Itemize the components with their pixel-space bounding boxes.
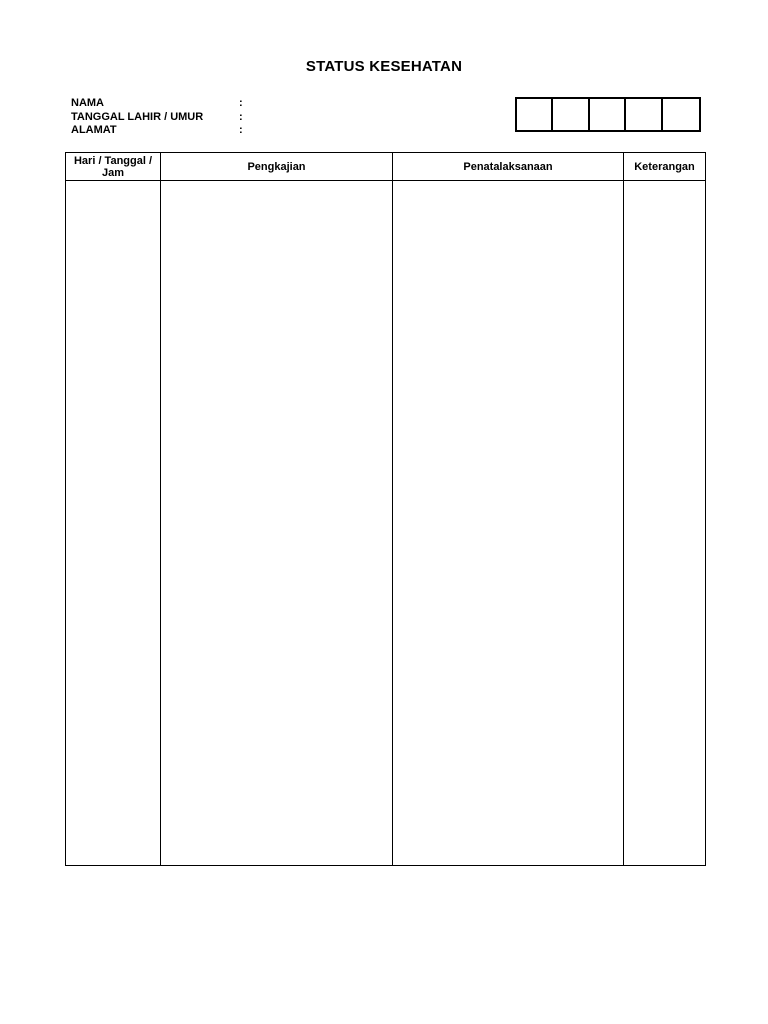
record-number-box[interactable]: [553, 99, 589, 130]
record-number-box[interactable]: [663, 99, 699, 130]
info-row-name: [71, 97, 249, 111]
column-header-date-time: Hari / Tanggal / Jam: [66, 153, 161, 181]
info-colon: :: [239, 97, 243, 109]
cell-date-time[interactable]: [66, 181, 161, 866]
table-row: [66, 181, 706, 866]
info-label-birthdate-age: TANGGAL LAHIR / UMUR: [71, 110, 204, 123]
info-row-address: [71, 124, 249, 138]
info-colon: :: [239, 110, 243, 123]
info-label-name: NAMA: [71, 97, 104, 109]
patient-info: [71, 97, 249, 138]
column-header-management: Penatalaksanaan: [393, 153, 624, 181]
cell-management[interactable]: [393, 181, 624, 866]
record-number-box[interactable]: [590, 99, 626, 130]
table-header-row: [66, 153, 706, 181]
record-number-box[interactable]: [517, 99, 553, 130]
column-header-assessment: Pengkajian: [161, 153, 393, 181]
record-number-box[interactable]: [626, 99, 662, 130]
info-label-address: ALAMAT: [71, 124, 117, 136]
page-title: STATUS KESEHATAN: [305, 58, 463, 75]
record-number-boxes: [515, 97, 701, 132]
cell-assessment[interactable]: [161, 181, 393, 866]
health-record-table: [65, 152, 706, 866]
info-colon: :: [239, 124, 243, 136]
column-header-notes: Keterangan: [624, 153, 706, 181]
info-row-birthdate-age: [71, 111, 249, 125]
cell-notes[interactable]: [624, 181, 706, 866]
